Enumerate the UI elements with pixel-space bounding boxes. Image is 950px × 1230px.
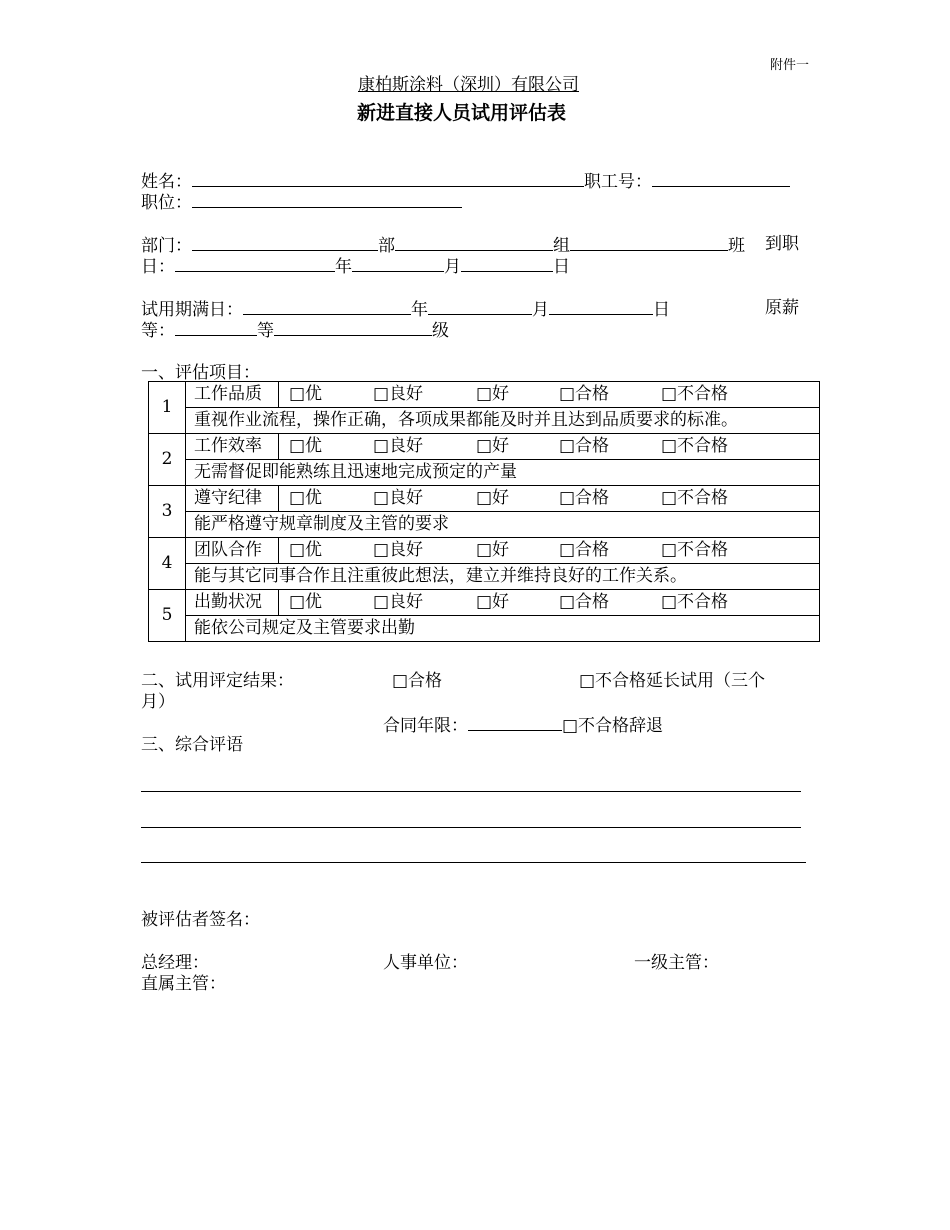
result-pass-checkbox[interactable]: □合格: [392, 671, 443, 691]
direct-supervisor-signature-label: 直属主管：: [141, 974, 226, 994]
rating-checkbox[interactable]: □合格: [559, 592, 610, 612]
item-number: 3: [149, 486, 186, 538]
year-label: 年: [411, 300, 428, 320]
rating-checkbox[interactable]: □合格: [559, 540, 610, 560]
day-label: 日: [553, 257, 570, 277]
comment-line-2[interactable]: [141, 827, 801, 828]
salary-field[interactable]: [175, 318, 257, 336]
evaluation-row: [149, 538, 820, 564]
rating-checkbox[interactable]: □不合格: [661, 436, 729, 456]
rating-checkbox[interactable]: □不合格: [661, 592, 729, 612]
rating-checkbox[interactable]: □良好: [373, 592, 424, 612]
contract-label: 合同年限：: [383, 716, 468, 736]
evaluation-desc-row: [149, 616, 820, 642]
arrival-date-row: [141, 254, 570, 278]
arrival-month-field[interactable]: [352, 254, 444, 272]
name-label: 姓名：: [141, 172, 192, 192]
rating-checkbox[interactable]: □不合格: [661, 384, 729, 404]
rating-options: [279, 590, 820, 616]
evaluatee-signature-label: 被评估者签名：: [141, 910, 260, 930]
section3-heading: 三、综合评语: [141, 735, 243, 755]
rating-checkbox[interactable]: □优: [289, 436, 323, 456]
position-field[interactable]: [192, 190, 462, 208]
shift-suffix: 班: [728, 236, 745, 256]
arrival-year-field[interactable]: [175, 254, 335, 272]
grade-suffix: 级: [432, 321, 449, 341]
rating-checkbox[interactable]: □合格: [559, 436, 610, 456]
rating-checkbox[interactable]: □良好: [373, 488, 424, 508]
salary-label-b: 等：: [141, 321, 175, 341]
annex-label: 附件一: [770, 58, 810, 73]
result-dismiss-checkbox[interactable]: □不合格辞退: [562, 716, 664, 736]
rating-options: [279, 538, 820, 564]
evaluation-row: [149, 382, 820, 408]
employee-no-label: 职工号：: [584, 172, 652, 192]
rating-checkbox[interactable]: □优: [289, 384, 323, 404]
evaluation-row: [149, 486, 820, 512]
item-description: 重视作业流程，操作正确，各项成果都能及时并且达到品质要求的标准。: [186, 408, 820, 434]
evaluation-row: [149, 590, 820, 616]
item-number: 2: [149, 434, 186, 486]
dept-label: 部门：: [141, 236, 192, 256]
rating-checkbox[interactable]: □合格: [559, 488, 610, 508]
company-name: 康柏斯涂料（深圳）有限公司: [358, 75, 579, 95]
item-description: 无需督促即能熟练且迅速地完成预定的产量: [186, 460, 820, 486]
evaluation-row: [149, 434, 820, 460]
comment-line-1[interactable]: [141, 791, 801, 792]
section1-heading: 一、评估项目：: [141, 363, 260, 383]
item-description: 能严格遵守规章制度及主管的要求: [186, 512, 820, 538]
arrival-label-b: 日：: [141, 257, 175, 277]
grade-mid: 等: [257, 321, 274, 341]
dept-suffix: 部: [378, 236, 395, 256]
item-number: 4: [149, 538, 186, 590]
arrival-label-a: 到职: [765, 234, 799, 254]
item-name: 出勤状况: [186, 590, 279, 616]
rating-checkbox[interactable]: □良好: [373, 540, 424, 560]
contract-years-field[interactable]: [468, 713, 562, 731]
rating-checkbox[interactable]: □良好: [373, 436, 424, 456]
grade-field[interactable]: [274, 318, 432, 336]
evaluation-desc-row: [149, 512, 820, 538]
shift-field[interactable]: [570, 233, 728, 251]
dept-field[interactable]: [192, 233, 378, 251]
rating-options: [279, 434, 820, 460]
probation-month-field[interactable]: [428, 297, 532, 315]
salary-label-a: 原薪: [765, 298, 799, 318]
rating-options: [279, 382, 820, 408]
level1-supervisor-signature-label: 一级主管：: [634, 953, 719, 973]
rating-checkbox[interactable]: □优: [289, 488, 323, 508]
rating-checkbox[interactable]: □好: [476, 436, 510, 456]
probation-end-label: 试用期满日：: [141, 300, 243, 320]
gm-signature-label: 总经理：: [141, 953, 209, 973]
section2-heading: 二、试用评定结果：: [141, 671, 294, 691]
rating-checkbox[interactable]: □优: [289, 540, 323, 560]
salary-row: [141, 318, 449, 342]
rating-checkbox[interactable]: □好: [476, 488, 510, 508]
form-title: 新进直接人员试用评估表: [357, 102, 567, 124]
result-extend-checkbox[interactable]: □不合格延长试用（三个: [579, 671, 766, 691]
rating-checkbox[interactable]: □合格: [559, 384, 610, 404]
rating-checkbox[interactable]: □好: [476, 540, 510, 560]
item-name: 遵守纪律: [186, 486, 279, 512]
position-label: 职位：: [141, 193, 192, 213]
rating-checkbox[interactable]: □优: [289, 592, 323, 612]
month-label: 月: [532, 300, 549, 320]
evaluation-desc-row: [149, 564, 820, 590]
rating-options: [279, 486, 820, 512]
group-suffix: 组: [553, 236, 570, 256]
rating-checkbox[interactable]: □好: [476, 384, 510, 404]
item-name: 工作品质: [186, 382, 279, 408]
item-name: 团队合作: [186, 538, 279, 564]
rating-checkbox[interactable]: □不合格: [661, 488, 729, 508]
probation-year-field[interactable]: [243, 297, 411, 315]
item-number: 1: [149, 382, 186, 434]
probation-day-field[interactable]: [549, 297, 653, 315]
hr-signature-label: 人事单位：: [383, 953, 468, 973]
contract-row: [383, 713, 663, 737]
day-label: 日: [653, 300, 670, 320]
item-description: 能与其它同事合作且注重彼此想法，建立并维持良好的工作关系。: [186, 564, 820, 590]
year-label: 年: [335, 257, 352, 277]
rating-checkbox[interactable]: □良好: [373, 384, 424, 404]
item-name: 工作效率: [186, 434, 279, 460]
month-label: 月: [444, 257, 461, 277]
rating-checkbox[interactable]: □不合格: [661, 540, 729, 560]
position-row: [141, 190, 462, 214]
item-number: 5: [149, 590, 186, 642]
result-extend-continued: 月）: [141, 692, 175, 712]
rating-checkbox[interactable]: □好: [476, 592, 510, 612]
name-field[interactable]: [192, 169, 584, 187]
evaluation-desc-row: [149, 408, 820, 434]
evaluation-desc-row: [149, 460, 820, 486]
employee-no-field[interactable]: [652, 169, 790, 187]
item-description: 能依公司规定及主管要求出勤: [186, 616, 820, 642]
group-field[interactable]: [395, 233, 553, 251]
comment-line-3[interactable]: [141, 862, 806, 863]
evaluation-table: [148, 381, 820, 642]
arrival-day-field[interactable]: [461, 254, 553, 272]
